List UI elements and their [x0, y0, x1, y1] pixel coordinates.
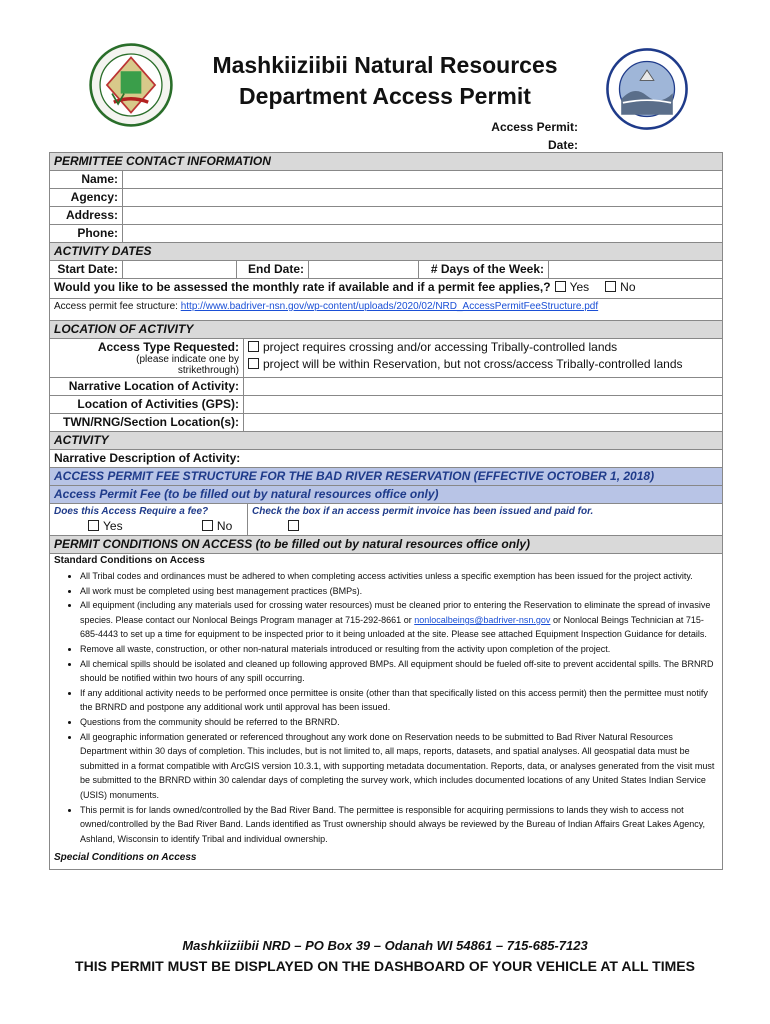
fee-no-checkbox[interactable]	[202, 520, 213, 531]
contact-heading: PERMITTEE CONTACT INFORMATION	[50, 153, 722, 171]
phone-field[interactable]	[122, 225, 722, 242]
equipment-text-2: or Nonlocal Beings Technician at 715-685-4443 to set up a time for equipment to be inspected prior to it being unloaded at the site. Please see attached Equipment Inspection Guidance for details.	[80, 614, 707, 640]
invoice-checkbox[interactable]	[288, 520, 299, 531]
permit-conditions-heading: PERMIT CONDITIONS ON ACCESS (to be filled out by natural resources office only)	[50, 536, 722, 554]
indicate-note-1: (please indicate one by	[136, 354, 239, 365]
agency-label: Agency:	[70, 190, 118, 204]
invoice-checkbox-wrap	[252, 519, 718, 533]
twn-row	[50, 414, 722, 432]
title-line-2: Department Access Permit	[239, 83, 531, 109]
monthly-no-option[interactable]	[605, 280, 635, 297]
permit-form	[49, 152, 723, 870]
name-label: Name:	[81, 172, 118, 186]
nonlocal-beings-email-link[interactable]: nonlocalbeings@badriver-nsn.gov	[414, 614, 551, 625]
within-checkbox[interactable]	[248, 358, 259, 369]
narrative-activity-row	[50, 450, 722, 468]
fee-no-option[interactable]	[202, 519, 232, 533]
fee-structure-row	[50, 299, 722, 321]
fee-yes-option[interactable]	[88, 519, 123, 533]
address-label: Address:	[65, 208, 118, 222]
document-title	[190, 50, 580, 112]
end-date-field[interactable]	[308, 261, 418, 278]
footer-address: Mashkiiziibii NRD – PO Box 39 – Odanah WI 54861 – 715-685-7123	[182, 938, 588, 953]
no-label: No	[620, 280, 636, 294]
address-row	[50, 207, 722, 225]
condition-item: • All geographic information generated or referenced throughout any work done on Reservation needs to be submitted to Bad River Natural Resources Department within 30 days of completion. This includes, but is not limited to, all maps, reports, datasets, and spatial analyses. All geospatial data must be submitted in a format compatible with ArcGIS version 10.3.1, with supporting metadata documentation. Reports, data, or analyses generated from the visit must be submitted to the BRNRD within 30 calendar days of completing the survey work, which includes documented locations of any United States Indian Service (USIS) monuments.	[80, 730, 718, 803]
condition-item: • All chemical spills should be isolated and cleaned up following approved BMPs. All equipment should be fueled off-site to prevent accidental spills. The BRNRD should be notified within two hours of any spill occurring.	[80, 657, 718, 686]
start-date-label: Start Date:	[57, 262, 118, 276]
end-date-label: End Date:	[236, 261, 308, 278]
agency-field[interactable]	[122, 189, 722, 206]
crossing-checkbox[interactable]	[248, 341, 259, 352]
monthly-yes-option[interactable]	[555, 280, 590, 297]
standard-conditions-heading: Standard Conditions on Access	[54, 555, 205, 566]
twn-field[interactable]	[243, 414, 722, 431]
name-field[interactable]	[122, 171, 722, 188]
phone-row	[50, 225, 722, 243]
activity-dates-heading: ACTIVITY DATES	[50, 243, 722, 261]
title-line-1: Mashkiiziibii Natural Resources	[212, 52, 558, 78]
fee-yes-checkbox[interactable]	[88, 520, 99, 531]
fee-structure-heading: ACCESS PERMIT FEE STRUCTURE FOR THE BAD RIVER RESERVATION (EFFECTIVE OCTOBER 1, 2018)	[50, 468, 722, 486]
dates-row	[50, 261, 722, 279]
narrative-activity-label: Narrative Description of Activity:	[54, 451, 241, 465]
condition-item: • This permit is for lands owned/controlled by the Bad River Band. The permittee is responsible for acquiring permissions to lands they wish to access not owned/controlled by the Bad River Band. Lands identified as Trust ownership should always be reviewed by the Bureau of Indian Affairs Great Lakes Agency, Ashland, Wisconsin to identify Tribal and individual ownership.	[80, 803, 718, 847]
condition-item: • If any additional activity needs to be performed once permittee is onsite (other than that specifically listed on this access permit) then the permittee must notify the BRNRD and postpone any additional work until approval has been issued.	[80, 686, 718, 715]
fee-yes-label: Yes	[103, 519, 123, 533]
condition-item: • All work must be completed using best management practices (BMPs).	[80, 584, 718, 599]
start-date-field[interactable]	[122, 261, 236, 278]
narrative-location-label: Narrative Location of Activity:	[68, 379, 239, 393]
condition-item: • All Tribal codes and ordinances must be adhered to when completing access activities unless a specific exemption has been issued for the project activity.	[80, 569, 718, 584]
yes-checkbox[interactable]	[555, 281, 566, 292]
narrative-location-row	[50, 378, 722, 396]
date-label: Date:	[547, 138, 578, 152]
yes-label: Yes	[569, 280, 590, 294]
access-permit-label: Access Permit:	[491, 120, 578, 134]
equipment-text-1: All equipment (including any materials used for crossing water resources) must be cleaned prior to entering the Reservation to eliminate the spread of invasive species. Please contact our Nonlocal Beings Program manager at 715-292-8661 or	[80, 600, 711, 625]
location-heading: LOCATION OF ACTIVITY	[50, 321, 722, 339]
access-option-crossing[interactable]	[248, 340, 718, 354]
fee-questions-row	[50, 504, 722, 536]
narrative-location-field[interactable]	[243, 378, 722, 395]
gps-field[interactable]	[243, 396, 722, 413]
monthly-rate-row	[50, 279, 722, 299]
condition-item-equipment	[80, 598, 718, 642]
standard-conditions-list	[54, 569, 718, 846]
condition-item: • Remove all waste, construction, or other non-natural materials introduced or resulting from the activity upon completion of the project.	[80, 642, 718, 657]
fee-subheading: Access Permit Fee (to be filled out by natural resources office only)	[50, 486, 722, 504]
crossing-option-label: project requires crossing and/or accessing Tribally-controlled lands	[263, 340, 618, 354]
access-option-within[interactable]	[248, 357, 718, 371]
within-option-label: project will be within Reservation, but not cross/access Tribally-controlled lands	[263, 357, 683, 371]
access-type-row	[50, 339, 722, 378]
access-type-options	[243, 339, 722, 377]
access-type-label-cell	[50, 339, 243, 377]
name-row	[50, 171, 722, 189]
gps-label: Location of Activities (GPS):	[77, 397, 239, 411]
condition-item: • Questions from the community should be referred to the BRNRD.	[80, 715, 718, 730]
phone-label: Phone:	[77, 226, 118, 240]
bad-river-tribe-seal-logo	[88, 42, 174, 133]
special-conditions-heading: Special Conditions on Access	[54, 852, 197, 864]
fee-structure-link[interactable]: http://www.badriver-nsn.gov/wp-content/uploads/2020/02/NRD_AccessPermitFeeStructure.pdf	[180, 301, 599, 312]
permit-meta	[491, 118, 578, 154]
fee-require-cell	[50, 504, 247, 535]
address-field[interactable]	[122, 207, 722, 224]
conditions-body	[50, 554, 722, 869]
gps-row	[50, 396, 722, 414]
days-of-week-field[interactable]	[548, 261, 722, 278]
fee-structure-label: Access permit fee structure:	[54, 301, 178, 312]
twn-label: TWN/RNG/Section Location(s):	[63, 415, 239, 429]
agency-row	[50, 189, 722, 207]
footer-display-notice: THIS PERMIT MUST BE DISPLAYED ON THE DASHBOARD OF YOUR VEHICLE AT ALL TIMES	[75, 958, 695, 974]
monthly-rate-question: Would you like to be assessed the monthly rate if available and if a permit fee applies,?	[54, 280, 551, 294]
bad-river-band-natural-resources-logo	[604, 46, 690, 137]
indicate-note-2: strikethrough)	[177, 365, 239, 376]
access-type-label: Access Type Requested:	[97, 340, 239, 354]
fee-require-question: Does this Access Require a fee?	[54, 506, 209, 517]
invoice-cell	[247, 504, 722, 535]
fee-no-label: No	[216, 519, 233, 533]
days-of-week-label: # Days of the Week:	[418, 261, 548, 278]
invoice-question: Check the box if an access permit invoice has been issued and paid for.	[252, 506, 594, 517]
fee-require-options	[54, 519, 243, 533]
no-checkbox[interactable]	[605, 281, 616, 292]
activity-heading: ACTIVITY	[50, 432, 722, 450]
